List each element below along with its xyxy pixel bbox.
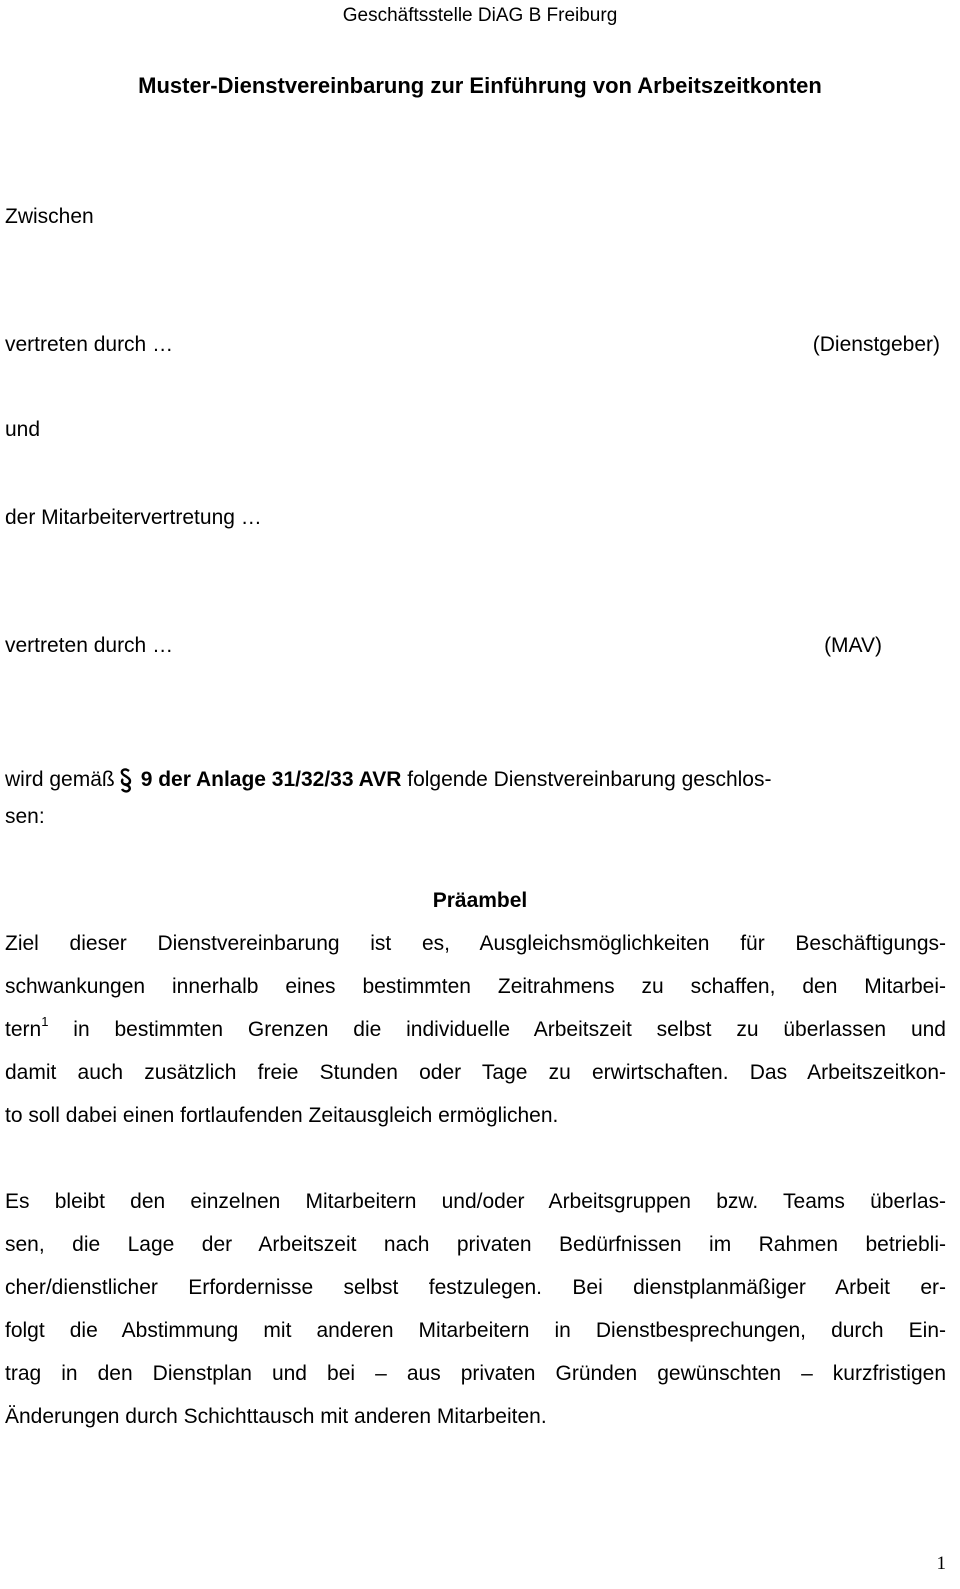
preamble-p1-line5: to soll dabei einen fortlaufenden Zeitausgleich ermöglichen. [5, 1104, 559, 1127]
between-label: Zwischen [5, 205, 94, 228]
preamble-p1-line4: damit auch zusätzlich freie Stunden oder Tage zu erwirtschaften. Das Arbeitszeitkon- [5, 1061, 946, 1084]
dash-1: – [375, 1362, 387, 1385]
and-label: und [5, 418, 41, 441]
agreement-reference: 9 der Anlage 31/32/33 AVR [140, 768, 402, 791]
preamble-p2-line2: sen, die Lage der Arbeitszeit nach privaten Bedürfnissen im Rahmen betriebli- [5, 1233, 946, 1256]
employer-representative: vertreten durch … [5, 333, 174, 356]
preamble-p2-line3: cher/dienstlicher Erfordernisse selbst festzulegen. Bei dienstplanmäßiger Arbeit er- [5, 1276, 946, 1299]
preamble-p2-line5-b: aus privaten Gründen gewünschten [406, 1362, 782, 1385]
footnote-marker[interactable]: 1 [41, 1014, 49, 1029]
mav-role-label: (MAV) [824, 634, 882, 657]
agreement-part2: folgende Dienstvereinbarung geschlos- [407, 768, 772, 791]
preamble-heading: Präambel [432, 889, 528, 912]
document-title: Muster-Dienstvereinbarung zur Einführung von Arbeitszeitkonten [138, 73, 822, 98]
preamble-p2-line5 [5, 1360, 946, 1387]
agreement-continuation: sen: [5, 805, 45, 828]
preamble-p1-line3-rest: in bestimmten Grenzen die individuelle Arbeitszeit selbst zu überlassen und [73, 1018, 946, 1041]
preamble-p2-line5-a: trag in den Dienstplan und bei [5, 1362, 356, 1385]
preamble-p1-line1: Ziel dieser Dienstvereinbarung ist es, Ausgleichsmöglichkeiten für Beschäftigungs- [5, 932, 946, 955]
mav-representative: vertreten durch … [5, 634, 174, 657]
preamble-p2-line5-c: kurzfristigen [832, 1362, 946, 1385]
preamble-p2-line6: Änderungen durch Schichttausch mit anderen Mitarbeiten. [5, 1405, 547, 1428]
preamble-p1-line2: schwankungen innerhalb eines bestimmten Zeitrahmens zu schaffen, den Mitarbei- [5, 975, 946, 998]
page-header: Geschäftsstelle DiAG B Freiburg [342, 5, 618, 26]
preamble-p2-line4: folgt die Abstimmung mit anderen Mitarbeitern in Dienstbesprechungen, durch Ein- [5, 1319, 946, 1342]
section-sign-icon [119, 767, 133, 793]
page-number: 1 [936, 1553, 946, 1574]
dash-2: – [801, 1362, 813, 1385]
preamble-p2-line1: Es bleibt den einzelnen Mitarbeitern und/oder Arbeitsgruppen bzw. Teams überlas- [5, 1190, 946, 1213]
employer-label: (Dienstgeber) [812, 333, 940, 356]
agreement-part1: wird gemäß [5, 768, 115, 791]
preamble-p1-line3 [5, 1016, 946, 1043]
mav-label: der Mitarbeitervertretung … [5, 506, 262, 529]
preamble-p1-line3-start: tern [5, 1018, 42, 1041]
agreement-sentence [5, 760, 771, 793]
